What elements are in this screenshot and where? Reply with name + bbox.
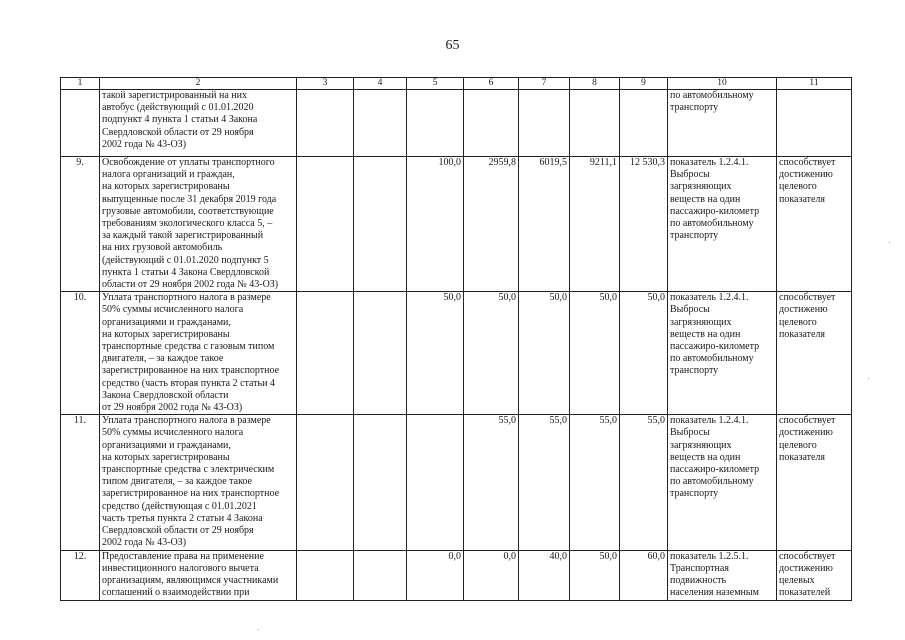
column-header: 9 (620, 78, 668, 90)
column-header: 3 (297, 78, 354, 90)
cell-col7: 40,0 (519, 550, 570, 600)
cell-indicator: показатель 1.2.4.1. Выбросы загрязняющих веществ на один пассажиро-километр по автомобильному транспорту (668, 292, 777, 415)
cell-col5: 100,0 (407, 157, 464, 292)
column-header: 8 (570, 78, 620, 90)
cell-col7 (519, 90, 570, 157)
cell-col3 (297, 292, 354, 415)
cell-assessment: способствует достижению целевых показателей (777, 550, 852, 600)
column-header: 6 (464, 78, 519, 90)
cell-col5: 0,0 (407, 550, 464, 600)
table-row (61, 292, 852, 415)
cell-col7: 6019,5 (519, 157, 570, 292)
cell-col8 (570, 90, 620, 157)
tax-expenditure-table (60, 77, 852, 601)
scan-speck (258, 629, 259, 630)
column-header: 11 (777, 78, 852, 90)
cell-col6: 55,0 (464, 415, 519, 550)
cell-col6: 0,0 (464, 550, 519, 600)
scan-speck (868, 378, 869, 379)
table-header-row (61, 78, 852, 90)
column-header: 2 (100, 78, 297, 90)
cell-col9: 12 530,3 (620, 157, 668, 292)
row-description: Освобождение от уплаты транспортного налога организаций и граждан, на которых зарегистрированы выпущенные после 31 декабря 2019 года грузовые автомобили, соответствующие требованиям экологического класса 5, – за каждый такой зарегистрированный на них грузовой автомобиль (действующий с 01.01.2020 подпункт 5 пункта 1 статьи 4 Закона Свердловской области от 29 ноября 2002 года № 43-ОЗ) (100, 157, 297, 292)
cell-indicator: по автомобильному транспорту (668, 90, 777, 157)
scan-speck (889, 242, 890, 243)
row-number: 12. (61, 550, 100, 600)
cell-col5: 50,0 (407, 292, 464, 415)
row-number (61, 90, 100, 157)
cell-col5 (407, 90, 464, 157)
cell-col7: 50,0 (519, 292, 570, 415)
cell-col4 (354, 292, 407, 415)
cell-col8: 55,0 (570, 415, 620, 550)
cell-col7: 55,0 (519, 415, 570, 550)
cell-col3 (297, 157, 354, 292)
cell-assessment: способствует достижению целевого показателя (777, 157, 852, 292)
cell-col6: 2959,8 (464, 157, 519, 292)
cell-col6 (464, 90, 519, 157)
cell-col3 (297, 550, 354, 600)
column-header: 7 (519, 78, 570, 90)
cell-col6: 50,0 (464, 292, 519, 415)
cell-col9 (620, 90, 668, 157)
row-description: Уплата транспортного налога в размере 50% суммы исчисленного налога организациями и гражданами, на которых зарегистрированы транспортные средства с газовым типом двигателя, – за каждое такое зарегистрированное на них транспортное средство (часть вторая пункта 2 статьи 4 Закона Свердловской области от 29 ноября 2002 года № 43-ОЗ) (100, 292, 297, 415)
row-number: 10. (61, 292, 100, 415)
table-row (61, 415, 852, 550)
cell-col8: 50,0 (570, 292, 620, 415)
cell-assessment (777, 90, 852, 157)
cell-col4 (354, 415, 407, 550)
cell-col8: 9211,1 (570, 157, 620, 292)
cell-col9: 55,0 (620, 415, 668, 550)
table-row (61, 550, 852, 600)
table-row (61, 90, 852, 157)
column-header: 1 (61, 78, 100, 90)
row-number: 9. (61, 157, 100, 292)
column-header: 10 (668, 78, 777, 90)
cell-col5 (407, 415, 464, 550)
row-number: 11. (61, 415, 100, 550)
cell-col9: 60,0 (620, 550, 668, 600)
page-number: 65 (445, 38, 460, 53)
cell-col4 (354, 90, 407, 157)
column-header: 4 (354, 78, 407, 90)
row-description: Предоставление права на применение инвестиционного налогового вычета организациям, являющимся участниками соглашений о взаимодействии при (100, 550, 297, 600)
cell-col4 (354, 157, 407, 292)
cell-col3 (297, 90, 354, 157)
table-row (61, 157, 852, 292)
cell-assessment: способствует достижению целевого показателя (777, 415, 852, 550)
cell-col8: 50,0 (570, 550, 620, 600)
column-header: 5 (407, 78, 464, 90)
cell-col9: 50,0 (620, 292, 668, 415)
cell-indicator: показатель 1.2.4.1. Выбросы загрязняющих веществ на один пассажиро-километр по автомобильному транспорту (668, 157, 777, 292)
cell-indicator: показатель 1.2.4.1. Выбросы загрязняющих веществ на один пассажиро-километр по автомобильному транспорту (668, 415, 777, 550)
cell-assessment: способствует достиженю целевого показателя (777, 292, 852, 415)
cell-indicator: показатель 1.2.5.1. Транспортная подвижность населения наземным (668, 550, 777, 600)
row-description: такой зарегистрированный на них автобус (действующий с 01.01.2020 подпункт 4 пункта 1 статьи 4 Закона Свердловской области от 29 ноября 2002 года № 43-ОЗ) (100, 90, 297, 157)
cell-col4 (354, 550, 407, 600)
row-description: Уплата транспортного налога в размере 50% суммы исчисленного налога организациями и гражданами, на которых зарегистрированы транспортные средства с электрическим типом двигателя, – за каждое такое зарегистрированное на них транспортное средство (действующая с 01.01.2021 часть третья пункта 2 статьи 4 Закона Свердловской области от 29 ноября 2002 года № 43-ОЗ) (100, 415, 297, 550)
cell-col3 (297, 415, 354, 550)
